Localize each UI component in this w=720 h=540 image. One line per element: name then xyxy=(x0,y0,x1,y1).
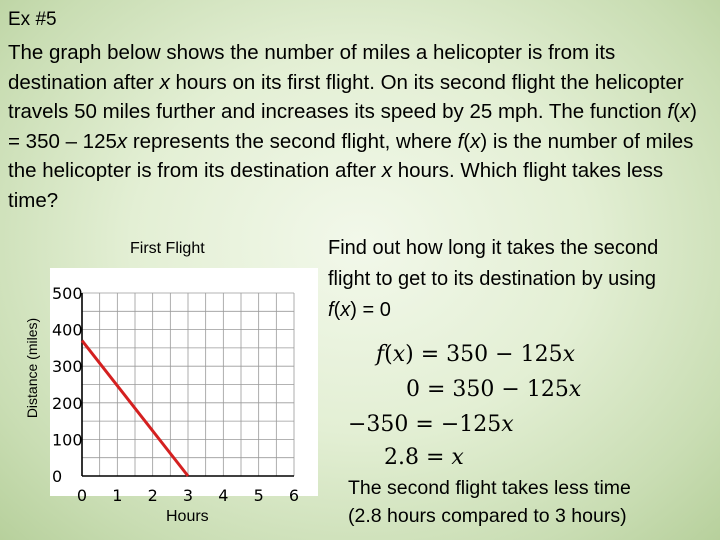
equation-segment: x xyxy=(501,412,514,437)
instruction-segment: ) = 0 xyxy=(350,299,391,321)
y-axis-label: Distance (miles) xyxy=(24,317,40,419)
instruction-segment: x xyxy=(340,299,351,321)
equation-line-3 xyxy=(348,412,514,437)
instruction-segment: f xyxy=(328,299,334,321)
problem-segment: The graph below shows the number of miles a helicopter is from its destination after xyxy=(8,41,616,94)
problem-segment: x xyxy=(159,70,170,94)
chart-plot-background xyxy=(50,268,318,496)
equation-segment: ( xyxy=(384,342,393,367)
x-tick-label: 2 xyxy=(147,486,158,505)
equation-line-1 xyxy=(376,342,575,367)
x-axis-label: Hours xyxy=(166,508,209,525)
x-tick-label: 1 xyxy=(112,486,123,505)
equation-segment: x xyxy=(392,342,406,367)
instruction-text xyxy=(328,233,678,326)
y-tick-label: 0 xyxy=(52,467,63,486)
problem-segment: f xyxy=(457,129,464,153)
equation-line-4 xyxy=(384,445,464,470)
equation-segment: x xyxy=(562,342,575,367)
problem-segment: ) = 350 – 125 xyxy=(8,100,697,153)
x-tick-label: 3 xyxy=(182,486,194,505)
problem-segment: represents the second flight, where xyxy=(127,129,458,153)
y-tick-label: 200 xyxy=(52,393,83,413)
example-label: Ex #5 xyxy=(8,9,57,30)
x-tick-label: 0 xyxy=(76,486,88,505)
y-tick-label: 500 xyxy=(52,284,83,303)
problem-segment: x xyxy=(381,159,392,182)
problem-segment: x xyxy=(470,129,481,153)
equation-segment: 2.8 = xyxy=(384,445,452,470)
problem-segment: x xyxy=(679,100,691,123)
problem-segment: ( xyxy=(463,129,471,153)
y-tick-label: 100 xyxy=(52,430,83,450)
equation-segment: 0 = 350 − 125 xyxy=(406,377,569,402)
x-tick-label: 4 xyxy=(218,486,229,505)
instruction-segment: Find out how long it takes the second flight to get to its destination by using xyxy=(328,237,659,290)
y-tick-label: 300 xyxy=(52,357,83,377)
y-tick-label: 400 xyxy=(52,320,83,340)
x-tick-label: 6 xyxy=(288,486,300,505)
problem-segment: x xyxy=(116,129,128,153)
equation-line-2 xyxy=(406,377,581,402)
problem-segment: ( xyxy=(673,100,680,123)
problem-segment: hours. Which flight takes less time? xyxy=(8,159,664,212)
x-tick-label: 5 xyxy=(253,486,264,505)
instruction-segment: ( xyxy=(333,299,341,321)
equation-segment: −350 = −125 xyxy=(348,412,502,437)
conclusion-text: The second flight takes less time (2.8 hours compared to 3 hours) xyxy=(348,477,631,527)
chart-title: First Flight xyxy=(130,240,205,257)
problem-segment: ) is the number of miles the helicopter is from its destination after xyxy=(8,129,694,182)
equation-segment: ) = 350 − 125 xyxy=(405,342,563,367)
equation-segment: f xyxy=(376,342,385,367)
problem-segment: f xyxy=(667,100,674,123)
equation-segment: x xyxy=(451,445,464,470)
equation-segment: x xyxy=(568,377,582,402)
problem-segment: hours on its first flight. On its second flight the helicopter travels 50 miles further and increases its speed by 25 mph. The function xyxy=(8,70,684,123)
